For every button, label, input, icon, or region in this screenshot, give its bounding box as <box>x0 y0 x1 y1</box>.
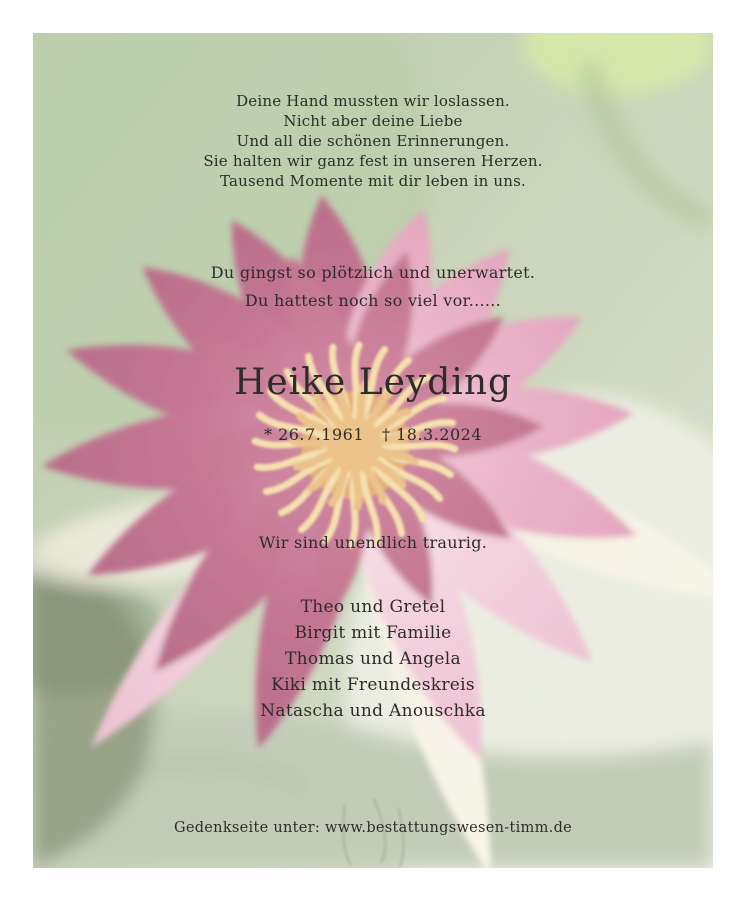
family-line: Birgit mit Familie <box>294 623 452 643</box>
family-line: Natascha und Anouschka <box>260 701 486 721</box>
water-lily-photo <box>33 33 713 868</box>
white-fade-overlay <box>33 33 713 868</box>
deceased-name: Heike Leyding <box>233 362 513 403</box>
poem-line: Tausend Momente mit dir leben in uns. <box>219 172 527 190</box>
family-line: Kiki mit Freundeskreis <box>271 675 475 695</box>
poem-line: Deine Hand mussten wir loslassen. <box>236 92 510 110</box>
poem-line: Sie halten wir ganz fest in unseren Herzen. <box>203 152 543 170</box>
farewell-line: Du gingst so plötzlich und unerwartet. <box>210 263 536 282</box>
poem-line: Und all die schönen Erinnerungen. <box>236 132 510 150</box>
family-line: Theo und Gretel <box>300 597 446 617</box>
poem-line: Nicht aber deine Liebe <box>283 112 463 130</box>
grief-line: Wir sind unendlich traurig. <box>258 533 488 552</box>
death-date: † 18.3.2024 <box>382 425 483 444</box>
farewell-line: Du hattest noch so viel vor...... <box>244 290 502 310</box>
birth-date: * 26.7.1961 <box>263 425 364 444</box>
family-line: Thomas und Angela <box>285 649 461 669</box>
memorial-page-link: Gedenkseite unter: www.bestattungswesen-timm.de <box>173 820 573 836</box>
water-lily-illustration <box>33 33 713 868</box>
